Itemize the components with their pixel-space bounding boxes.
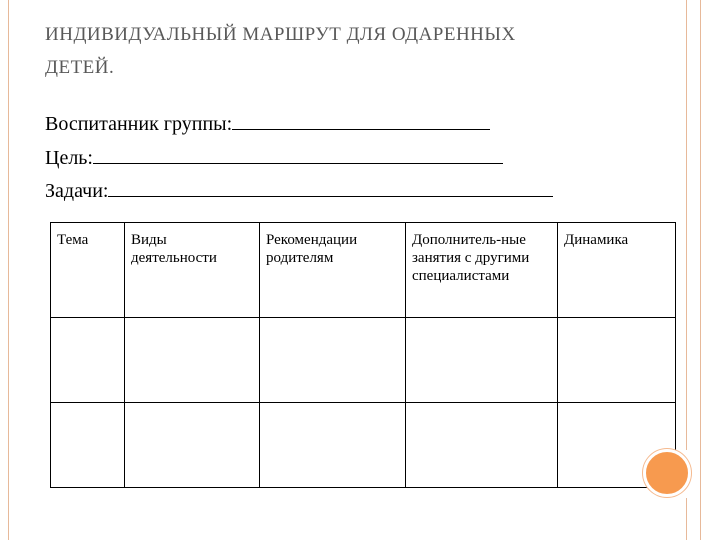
table-cell[interactable] <box>406 403 558 488</box>
goal-field-blank[interactable] <box>93 145 503 164</box>
frame-line-right-inner-bottom <box>686 498 687 540</box>
table-cell[interactable] <box>125 403 260 488</box>
table-cell[interactable] <box>51 318 125 403</box>
table-cell[interactable] <box>260 403 406 488</box>
slide-title-line2: ДЕТЕЙ. <box>45 57 115 78</box>
header-additional-classes: Дополнитель-ные занятия с другими специалистами <box>406 223 558 318</box>
table-header-row <box>51 223 676 318</box>
table-row <box>51 403 676 488</box>
goal-field <box>45 145 503 170</box>
frame-line-left <box>8 0 9 540</box>
tasks-field <box>45 178 553 203</box>
table-row <box>51 318 676 403</box>
frame-line-right-inner <box>686 0 687 450</box>
group-field-blank[interactable] <box>232 111 490 130</box>
slide-title-line1: ИНДИВИДУАЛЬНЫЙ МАРШРУТ ДЛЯ ОДАРЕННЫХ <box>45 24 516 45</box>
group-field <box>45 111 490 136</box>
frame-line-right-outer <box>700 0 701 540</box>
table-cell[interactable] <box>125 318 260 403</box>
slide-title <box>45 18 645 84</box>
table-cell[interactable] <box>406 318 558 403</box>
decorative-circle <box>643 449 691 497</box>
table-cell[interactable] <box>558 318 676 403</box>
tasks-field-label: Задачи: <box>45 180 109 202</box>
table-cell[interactable] <box>51 403 125 488</box>
header-dynamics: Динамика <box>558 223 676 318</box>
route-table <box>50 222 676 488</box>
header-topic: Тема <box>51 223 125 318</box>
group-field-label: Воспитанник группы: <box>45 113 233 135</box>
goal-field-label: Цель: <box>45 147 93 169</box>
table-cell[interactable] <box>260 318 406 403</box>
header-activities: Виды деятельности <box>125 223 260 318</box>
tasks-field-blank[interactable] <box>108 178 553 197</box>
header-parent-recommendations: Рекомендации родителям <box>260 223 406 318</box>
